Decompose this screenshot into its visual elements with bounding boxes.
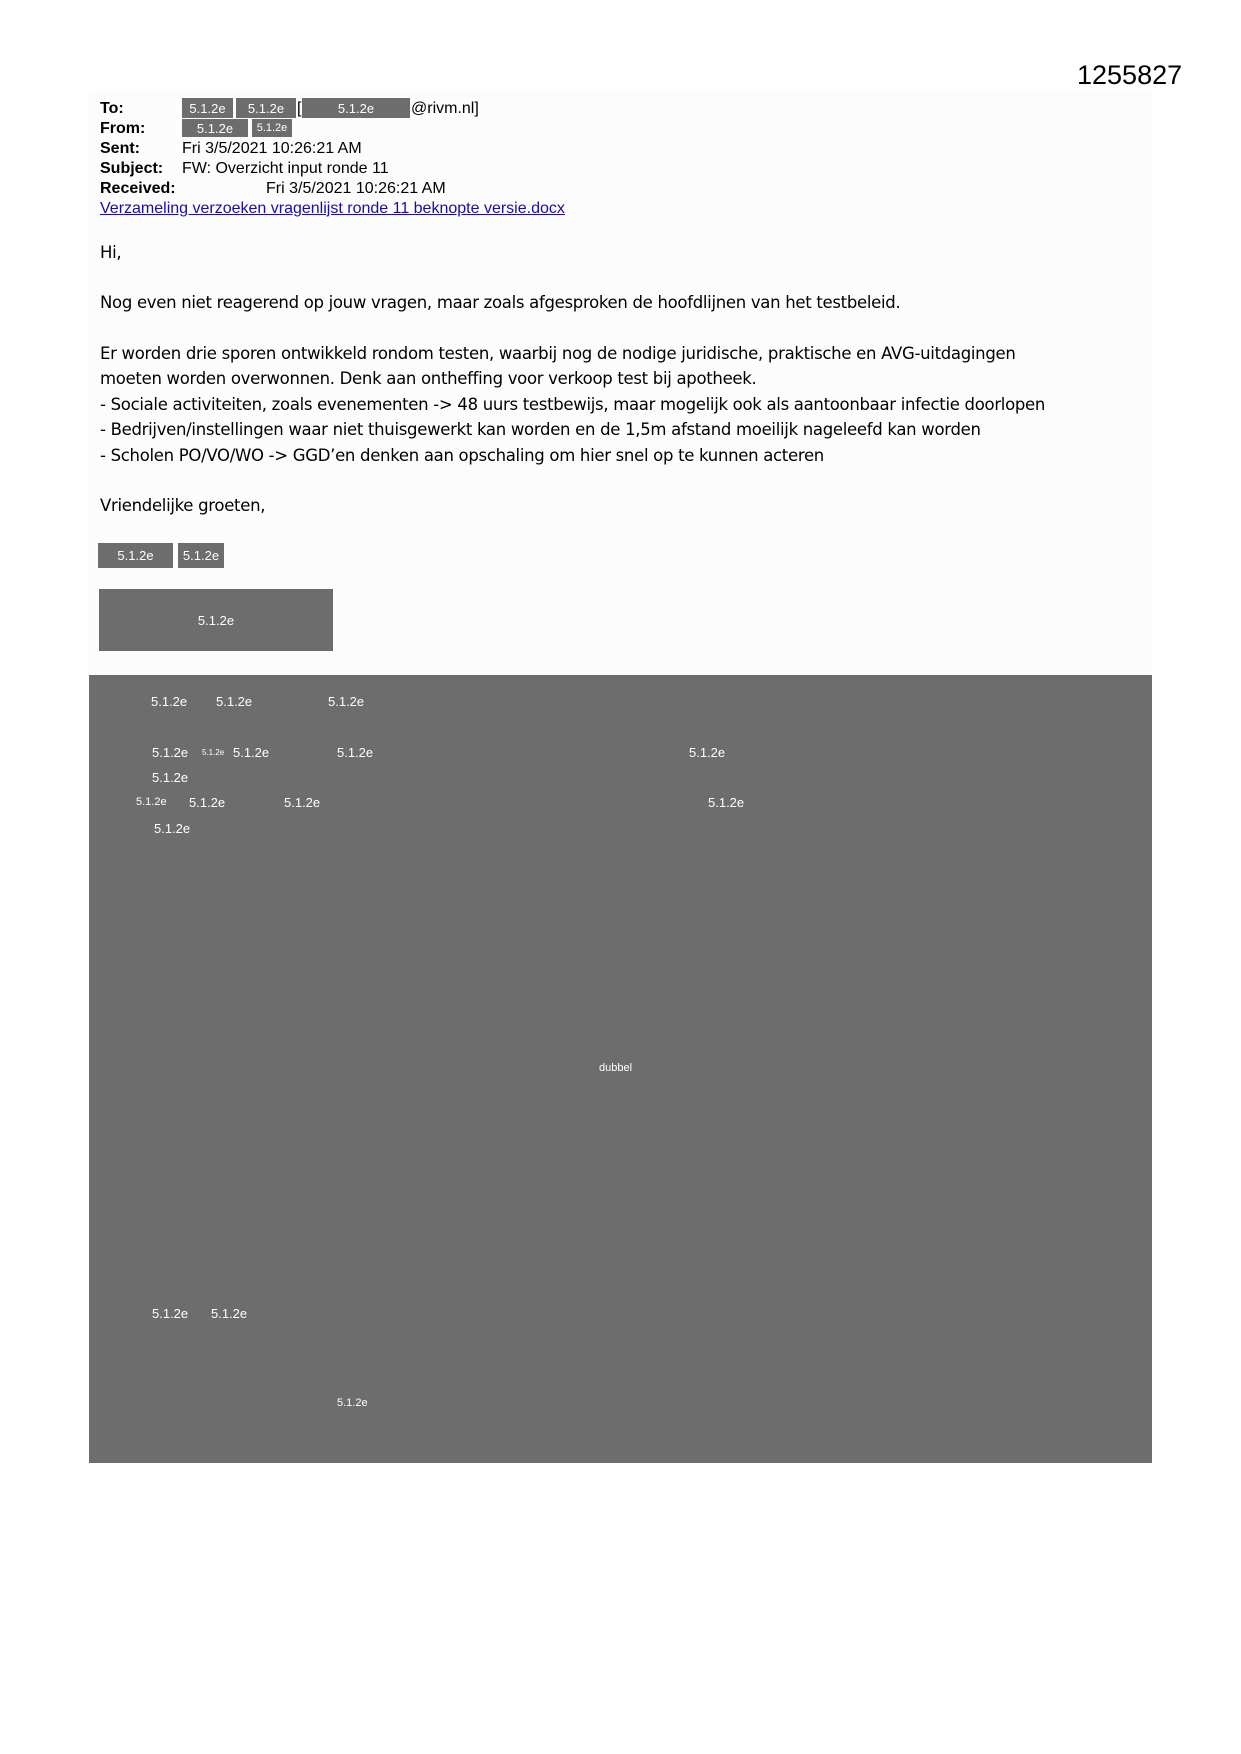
redaction-label: 5.1.2e	[284, 795, 321, 810]
redaction-box: 5.1.2e	[182, 98, 233, 118]
redaction-label: 5.1.2e	[152, 1306, 189, 1321]
redacted-block	[89, 675, 1152, 1463]
redaction-box: 5.1.2e	[182, 119, 248, 137]
redaction-box: 5.1.2e	[302, 98, 410, 118]
redaction-label: 5.1.2e	[211, 1306, 248, 1321]
redaction-box: 5.1.2e	[236, 98, 296, 118]
from-label: From:	[100, 120, 146, 137]
subject-value: FW: Overzicht input ronde 11	[182, 160, 389, 177]
received-label: Received:	[100, 180, 176, 197]
redaction-label: 5.1.2e	[136, 796, 167, 808]
redaction-label: 5.1.2e	[216, 694, 253, 709]
paragraph-2-line-2: moeten worden overwonnen. Denk aan ontheffing voor verkoop test bij apotheek.	[100, 369, 757, 388]
document-number: 1255827	[1077, 60, 1183, 90]
redaction-label: 5.1.2e	[189, 795, 226, 810]
subject-label: Subject:	[100, 160, 164, 177]
redaction-box: 5.1.2e	[99, 589, 333, 651]
to-label: To:	[100, 100, 124, 117]
sent-label: Sent:	[100, 140, 140, 157]
redaction-box: 5.1.2e	[252, 119, 292, 137]
redaction-box: 5.1.2e	[98, 543, 173, 568]
sent-value: Fri 3/5/2021 10:26:21 AM	[182, 140, 362, 157]
paragraph-2-line-1: Er worden drie sporen ontwikkeld rondom testen, waarbij nog de nodige juridische, praktische en AVG-uitdagingen	[100, 344, 1016, 363]
to-bracket: [	[297, 100, 302, 117]
closing: Vriendelijke groeten,	[100, 496, 266, 515]
redaction-label: 5.1.2e	[152, 770, 189, 785]
bullet-item: - Bedrijven/instellingen waar niet thuisgewerkt kan worden en de 1,5m afstand moeilijk nageleefd kan worden	[100, 420, 981, 439]
greeting: Hi,	[100, 243, 122, 262]
redaction-label: 5.1.2e	[328, 694, 365, 709]
bullet-item: - Sociale activiteiten, zoals evenementen -> 48 uurs testbewijs, maar mogelijk ook als aantoonbaar infectie doorlopen	[100, 395, 1046, 414]
redaction-label: 5.1.2e	[689, 745, 726, 760]
redaction-label: 5.1.2e	[337, 1397, 368, 1409]
attachment-link[interactable]: Verzameling verzoeken vragenlijst ronde 11 beknopte versie.docx	[100, 200, 565, 217]
redaction-label: 5.1.2e	[151, 694, 188, 709]
bullet-item: - Scholen PO/VO/WO -> GGD’en denken aan opschaling om hier snel op te kunnen acteren	[100, 446, 824, 465]
to-domain: @rivm.nl]	[411, 100, 479, 117]
redaction-label: 5.1.2e	[152, 745, 189, 760]
redaction-label: 5.1.2e	[708, 795, 745, 810]
redaction-label: 5.1.2e	[337, 745, 374, 760]
redaction-box: 5.1.2e	[178, 543, 224, 568]
paragraph-1: Nog even niet reagerend op jouw vragen, maar zoals afgesproken de hoofdlijnen van het testbeleid.	[100, 293, 901, 312]
redaction-note: dubbel	[599, 1062, 633, 1074]
received-value: Fri 3/5/2021 10:26:21 AM	[266, 180, 446, 197]
redaction-label: 5.1.2e	[154, 821, 191, 836]
redaction-label: 5.1.2e	[202, 748, 225, 757]
redaction-label: 5.1.2e	[233, 745, 270, 760]
